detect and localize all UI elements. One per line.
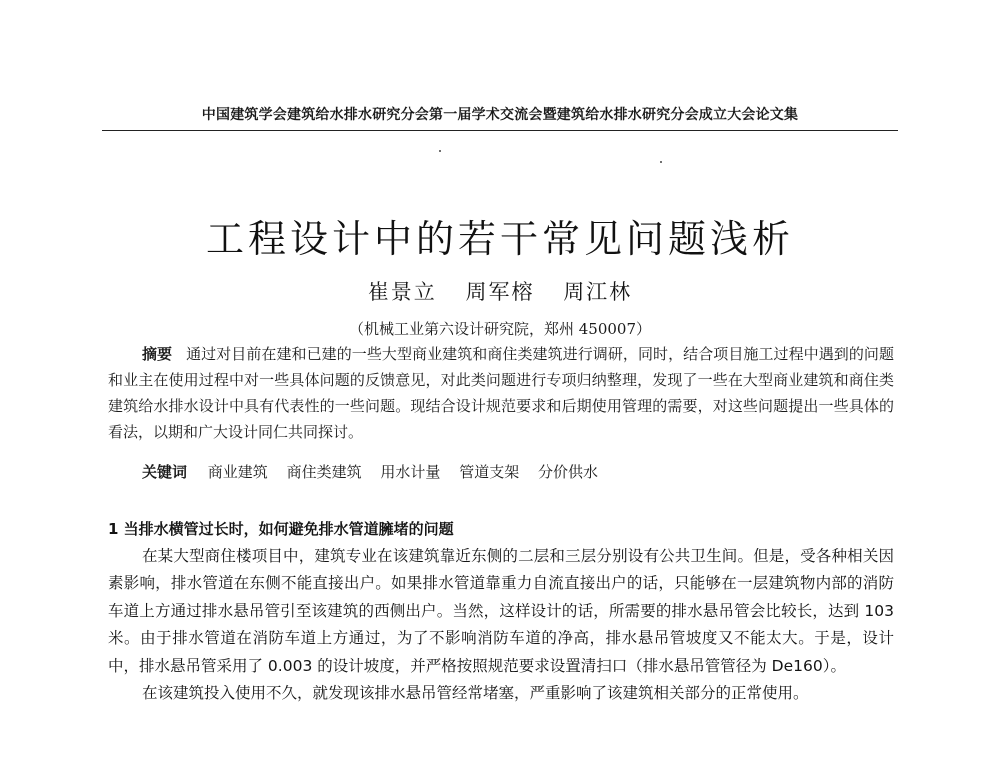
abstract-text: 通过对目前在建和已建的一些大型商业建筑和商住类建筑进行调研，同时，结合项目施工过程中遇到的问题和业主在使用过程中对一些具体问题的反馈意见，对此类问题进行专项归纳整理，发现了一些在大型商业建筑和商住类建筑给水排水设计中具有代表性的一些问题。现结合设计规范要求和后期使用管理的需要，对这些问题提出一些具体的看法，以期和广大设计同仁共同探讨。 <box>108 345 894 441</box>
keywords <box>142 459 902 485</box>
header-rule <box>102 130 898 131</box>
body-paragraph: 在该建筑投入使用不久，就发现该排水悬吊管经常堵塞，严重影响了该建筑相关部分的正常使用。 <box>142 684 809 703</box>
author-name: 崔景立 <box>367 280 437 304</box>
abstract <box>108 341 894 445</box>
abstract-label: 摘要 <box>142 345 173 363</box>
paper-title: 工程设计中的若干常见问题浅析 <box>205 217 794 261</box>
keyword: 用水计量 <box>380 463 441 481</box>
keywords-label: 关键词 <box>142 463 188 481</box>
body-paragraph: 在某大型商住楼项目中，建筑专业在该建筑靠近东侧的二层和三层分别设有公共卫生间。但是，受各种相关因素影响，排水管道在东侧不能直接出户。如果排水管道靠重力自流直接出户的话，只能够在一层建筑物内部的消防车道上方通过排水悬吊管引至该建筑的西侧出户。当然，这样设计的话，所需要的排水悬吊管会比较长，达到 103 米。由于排水管道在消防车道上方通过，为了不影响消防车道的净高，排水悬吊管坡度又不能太大。于是，设计中，排水悬吊管采用了 0.003 的设计坡度，并严格按照规范要求设置清扫口（排水悬吊管管径为 De160）。 <box>108 547 894 675</box>
keyword: 商住类建筑 <box>286 463 362 481</box>
author-name: 周军榕 <box>465 280 535 304</box>
keyword: 商业建筑 <box>207 463 268 481</box>
section-body <box>108 543 894 707</box>
keyword: 管道支架 <box>459 463 520 481</box>
keyword: 分价供水 <box>537 463 598 481</box>
running-header: 中国建筑学会建筑给水排水研究分会第一届学术交流会暨建筑给水排水研究分会成立大会论文集 <box>201 107 799 123</box>
author-list <box>100 276 900 306</box>
author-name: 周江林 <box>563 280 633 304</box>
section-heading: 1 当排水横管过长时，如何避免排水管道臃堵的问题 <box>108 520 454 538</box>
scan-speck <box>439 150 441 152</box>
author-affiliation: （机械工业第六设计研究院，郑州 450007） <box>348 320 652 338</box>
scan-speck <box>660 161 662 163</box>
